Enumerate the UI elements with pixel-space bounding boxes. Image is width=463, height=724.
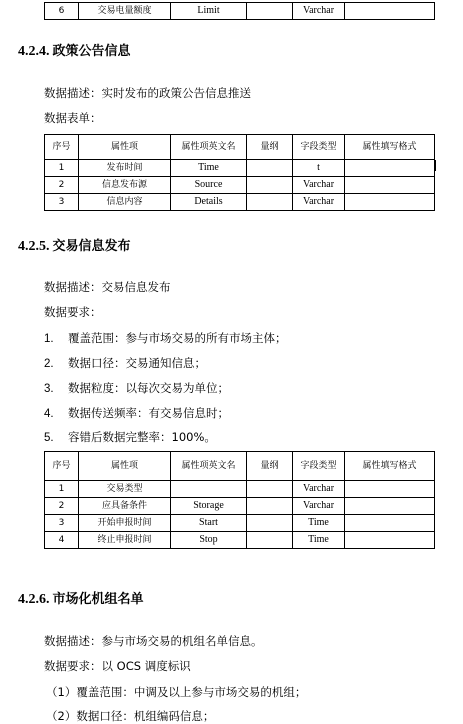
header-cell: 属性项英文名	[171, 452, 247, 481]
cell-attribute: 交易电量额度	[79, 3, 171, 20]
cell-format	[345, 160, 435, 177]
cell-format	[345, 3, 435, 20]
cell-dimension	[247, 498, 293, 515]
cell-field-type: Varchar	[293, 3, 345, 20]
list-item	[46, 684, 306, 700]
header-cell: 属性项英文名	[171, 135, 247, 160]
list-text: 数据口径：交易通知信息；	[68, 356, 206, 370]
table-trade	[44, 451, 435, 549]
table-row	[45, 515, 435, 532]
header-cell: 属性项	[79, 135, 171, 160]
cell-index: 2	[45, 177, 79, 194]
cell-field-type: Varchar	[293, 481, 345, 498]
cell-attribute: 开始申报时间	[79, 515, 171, 532]
list-item	[44, 405, 229, 421]
cell-field-type: Varchar	[293, 194, 345, 211]
header-cell: 序号	[45, 452, 79, 481]
section-title: 政策公告信息	[52, 44, 131, 59]
list-item	[44, 355, 206, 371]
cell-dimension	[247, 177, 293, 194]
list-item	[44, 429, 216, 445]
header-cell: 量纲	[247, 135, 293, 160]
description-text: 数据描述：参与市场交易的机组名单信息。	[44, 634, 263, 648]
list-number: （2）	[46, 709, 77, 723]
table-header-row	[45, 135, 435, 160]
cell-attribute: 应具备条件	[79, 498, 171, 515]
cell-attribute: 信息发布源	[79, 177, 171, 194]
cell-english-name: Limit	[171, 3, 247, 20]
list-item	[46, 708, 214, 724]
cell-index: 1	[45, 481, 79, 498]
table-previous	[44, 2, 435, 20]
cell-format	[345, 498, 435, 515]
section-heading-trade	[18, 235, 131, 255]
cell-index: 1	[45, 160, 79, 177]
cell-field-type: Varchar	[293, 498, 345, 515]
table-row	[45, 3, 435, 20]
text-cursor	[434, 160, 436, 171]
header-cell: 量纲	[247, 452, 293, 481]
cell-english-name: Details	[171, 194, 247, 211]
cell-english-name: Start	[171, 515, 247, 532]
cell-attribute: 发布时间	[79, 160, 171, 177]
table-row	[45, 481, 435, 498]
requirements-label: 数据要求：以 OCS 调度标识	[44, 659, 191, 673]
cell-index: 3	[45, 194, 79, 211]
cell-english-name	[171, 481, 247, 498]
section-heading-units	[18, 588, 144, 608]
list-text: 覆盖范围：参与市场交易的所有市场主体；	[68, 331, 287, 345]
cell-dimension	[247, 194, 293, 211]
cell-dimension	[247, 481, 293, 498]
cell-format	[345, 481, 435, 498]
header-cell: 字段类型	[293, 452, 345, 481]
table-row	[45, 194, 435, 211]
list-text: 数据粒度：以每次交易为单位；	[68, 381, 229, 395]
description-text: 数据描述：交易信息发布	[44, 280, 171, 294]
list-number: （1）	[46, 685, 77, 699]
header-cell: 属性填写格式	[345, 135, 435, 160]
cell-index: 6	[45, 3, 79, 20]
header-cell: 属性项	[79, 452, 171, 481]
table-row	[45, 177, 435, 194]
table-row	[45, 532, 435, 549]
description-text: 数据描述：实时发布的政策公告信息推送	[44, 86, 251, 100]
section-heading-policy	[18, 40, 131, 60]
header-cell: 属性填写格式	[345, 452, 435, 481]
list-text: 数据口径：机组编码信息；	[76, 709, 215, 723]
table-label: 数据表单：	[44, 111, 102, 125]
section-number: 4.2.5.	[18, 239, 50, 254]
cell-english-name: Stop	[171, 532, 247, 549]
header-cell: 序号	[45, 135, 79, 160]
cell-field-type: t	[293, 160, 345, 177]
cell-dimension	[247, 160, 293, 177]
requirements-label: 数据要求：	[44, 305, 102, 319]
cell-index: 3	[45, 515, 79, 532]
cell-english-name: Storage	[171, 498, 247, 515]
list-number: 3.	[44, 383, 54, 395]
section-title: 市场化机组名单	[52, 592, 144, 607]
list-number: 2.	[44, 358, 54, 370]
list-number: 4.	[44, 408, 54, 420]
cell-field-type: Varchar	[293, 177, 345, 194]
list-item	[44, 330, 287, 346]
section-title: 交易信息发布	[52, 239, 131, 254]
section-number: 4.2.4.	[18, 44, 50, 59]
list-text: 容错后数据完整率：100%。	[68, 430, 216, 444]
cell-dimension	[247, 532, 293, 549]
table-row	[45, 160, 435, 177]
cell-dimension	[247, 3, 293, 20]
cell-attribute: 终止申报时间	[79, 532, 171, 549]
cell-field-type: Time	[293, 515, 345, 532]
cell-format	[345, 194, 435, 211]
list-number: 1.	[44, 333, 54, 345]
cell-english-name: Source	[171, 177, 247, 194]
list-text: 覆盖范围：中调及以上参与市场交易的机组；	[76, 685, 307, 699]
cell-attribute: 信息内容	[79, 194, 171, 211]
cell-index: 4	[45, 532, 79, 549]
list-number: 5.	[44, 432, 54, 444]
cell-index: 2	[45, 498, 79, 515]
list-text: 数据传送频率：有交易信息时；	[68, 406, 229, 420]
cell-dimension	[247, 515, 293, 532]
cell-attribute: 交易类型	[79, 481, 171, 498]
table-policy	[44, 134, 435, 211]
cell-format	[345, 177, 435, 194]
cell-english-name: Time	[171, 160, 247, 177]
cell-field-type: Time	[293, 532, 345, 549]
table-row	[45, 498, 435, 515]
header-cell: 字段类型	[293, 135, 345, 160]
cell-format	[345, 532, 435, 549]
table-header-row	[45, 452, 435, 481]
cell-format	[345, 515, 435, 532]
list-item	[44, 380, 229, 396]
section-number: 4.2.6.	[18, 592, 50, 607]
